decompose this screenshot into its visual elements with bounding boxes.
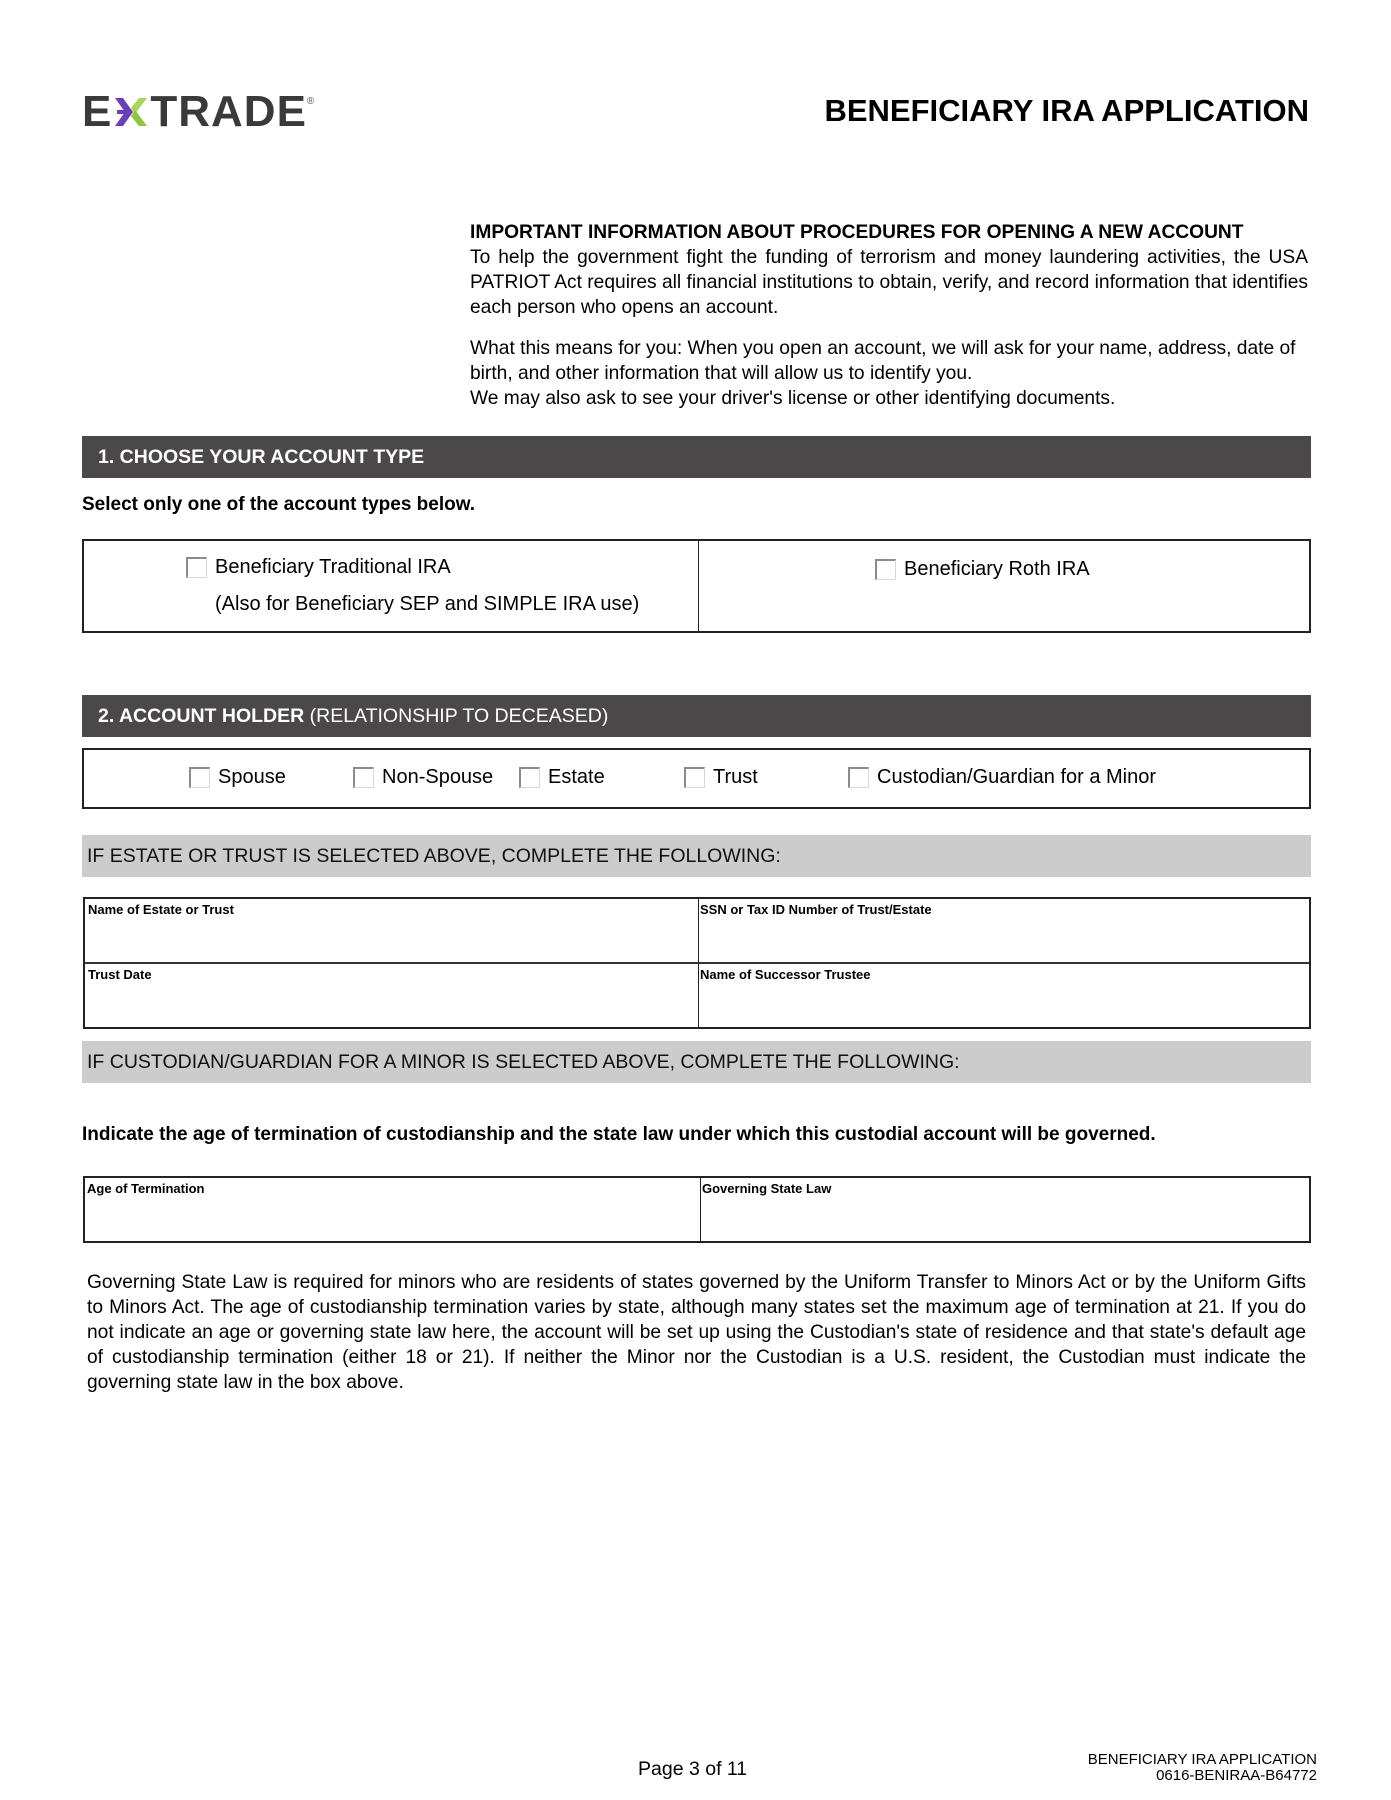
checkbox-estate[interactable] — [519, 767, 540, 788]
footer-form-info — [1088, 1752, 1317, 1784]
logo-letter-e: E — [82, 87, 113, 136]
field-label: Age of Termination — [87, 1181, 205, 1196]
section-1-header — [82, 436, 1311, 478]
trust-date-field[interactable] — [85, 964, 695, 1026]
important-info-para-2: What this means for you: When you open an account, we will ask for your name, address, date of birth, and other information that will allow us to identify you. — [470, 338, 1296, 384]
age-of-termination-field[interactable] — [85, 1178, 697, 1240]
option-beneficiary-roth-ira[interactable] — [875, 558, 1090, 581]
important-info — [470, 220, 1308, 411]
option-label: Beneficiary Traditional IRA — [215, 556, 451, 578]
section-2-subtitle: (RELATIONSHIP TO DECEASED) — [304, 705, 609, 727]
registered-mark: ® — [306, 96, 315, 107]
checkbox-custodian-guardian[interactable] — [848, 767, 869, 788]
footer-form-code: 0616-BENIRAA-B64772 — [1156, 1767, 1317, 1784]
custodian-note: Governing State Law is required for minors who are residents of states governed by the Uniform Transfer to Minors Act or by the Uniform Gifts to Minors Act. The age of custodianship termination varies by state, although many states set the maximum age of termination at 21. If you do not indicate an age or governing state law here, the account will be set up using the Custodian's state of residence and that state's default age of custodianship termination (either 18 or 21). If neither the Minor nor the Custodian is a U.S. resident, the Custodian must indicate the governing state law in the box above. — [87, 1272, 1306, 1393]
option-label: Non-Spouse — [382, 766, 494, 788]
document-title: BENEFICIARY IRA APPLICATION — [824, 93, 1309, 128]
footer-form-name: BENEFICIARY IRA APPLICATION — [1087, 1751, 1317, 1768]
custodian-instruction: Indicate the age of termination of custodianship and the state law under which this custodial account will be governed. — [82, 1124, 1156, 1145]
checkbox-trust[interactable] — [684, 767, 705, 788]
checkbox-non-spouse[interactable] — [353, 767, 374, 788]
option-custodian-guardian[interactable] — [848, 766, 1156, 789]
etrade-logo — [82, 87, 315, 136]
checkbox-spouse[interactable] — [189, 767, 210, 788]
custodian-bar: IF CUSTODIAN/GUARDIAN FOR A MINOR IS SELECTED ABOVE, COMPLETE THE FOLLOWING: — [82, 1041, 1311, 1083]
successor-trustee-field[interactable] — [698, 964, 1308, 1026]
important-info-heading: IMPORTANT INFORMATION ABOUT PROCEDURES FOR OPENING A NEW ACCOUNT — [470, 222, 1244, 243]
checkbox-roth-ira[interactable] — [875, 559, 896, 580]
option-beneficiary-traditional-ira[interactable] — [186, 556, 451, 579]
option-label: Estate — [548, 766, 605, 788]
checkbox-traditional-ira[interactable] — [186, 557, 207, 578]
page-number: Page 3 of 11 — [638, 1758, 748, 1780]
name-of-estate-or-trust-field[interactable] — [85, 899, 695, 961]
field-label: Trust Date — [88, 967, 152, 982]
option-label: Custodian/Guardian for a Minor — [877, 766, 1157, 788]
star-x-icon — [113, 92, 149, 132]
option-note: (Also for Beneficiary SEP and SIMPLE IRA use) — [215, 593, 640, 615]
option-estate[interactable] — [519, 766, 605, 789]
field-label: Governing State Law — [702, 1181, 832, 1196]
option-label: Beneficiary Roth IRA — [904, 558, 1090, 580]
section-2-title: 2. ACCOUNT HOLDER — [98, 705, 305, 727]
option-label: Spouse — [218, 766, 286, 788]
account-type-box — [82, 539, 1311, 633]
option-label: Trust — [713, 766, 758, 788]
ssn-tax-id-field[interactable] — [698, 899, 1308, 961]
important-info-para-3: We may also ask to see your driver's license or other identifying documents. — [470, 388, 1116, 409]
governing-state-law-field[interactable] — [700, 1178, 1308, 1240]
option-non-spouse[interactable] — [353, 766, 493, 789]
field-label: SSN or Tax ID Number of Trust/Estate — [700, 902, 932, 917]
option-spouse[interactable] — [189, 766, 286, 789]
account-type-divider — [698, 541, 699, 631]
option-trust[interactable] — [684, 766, 758, 789]
estate-trust-bar: IF ESTATE OR TRUST IS SELECTED ABOVE, COMPLETE THE FOLLOWING: — [82, 835, 1311, 877]
section-1-title: 1. CHOOSE YOUR ACCOUNT TYPE — [98, 446, 425, 468]
section-1-instruction: Select only one of the account types below. — [82, 494, 476, 515]
field-label: Name of Successor Trustee — [700, 967, 871, 982]
important-info-para-1: To help the government fight the funding of terrorism and money laundering activities, the USA PATRIOT Act requires all financial institutions to obtain, verify, and record information that identifies each person who opens an account. — [470, 247, 1308, 318]
field-label: Name of Estate or Trust — [88, 902, 234, 917]
section-2-header — [82, 695, 1311, 737]
logo-text-trade: TRADE — [150, 87, 307, 136]
